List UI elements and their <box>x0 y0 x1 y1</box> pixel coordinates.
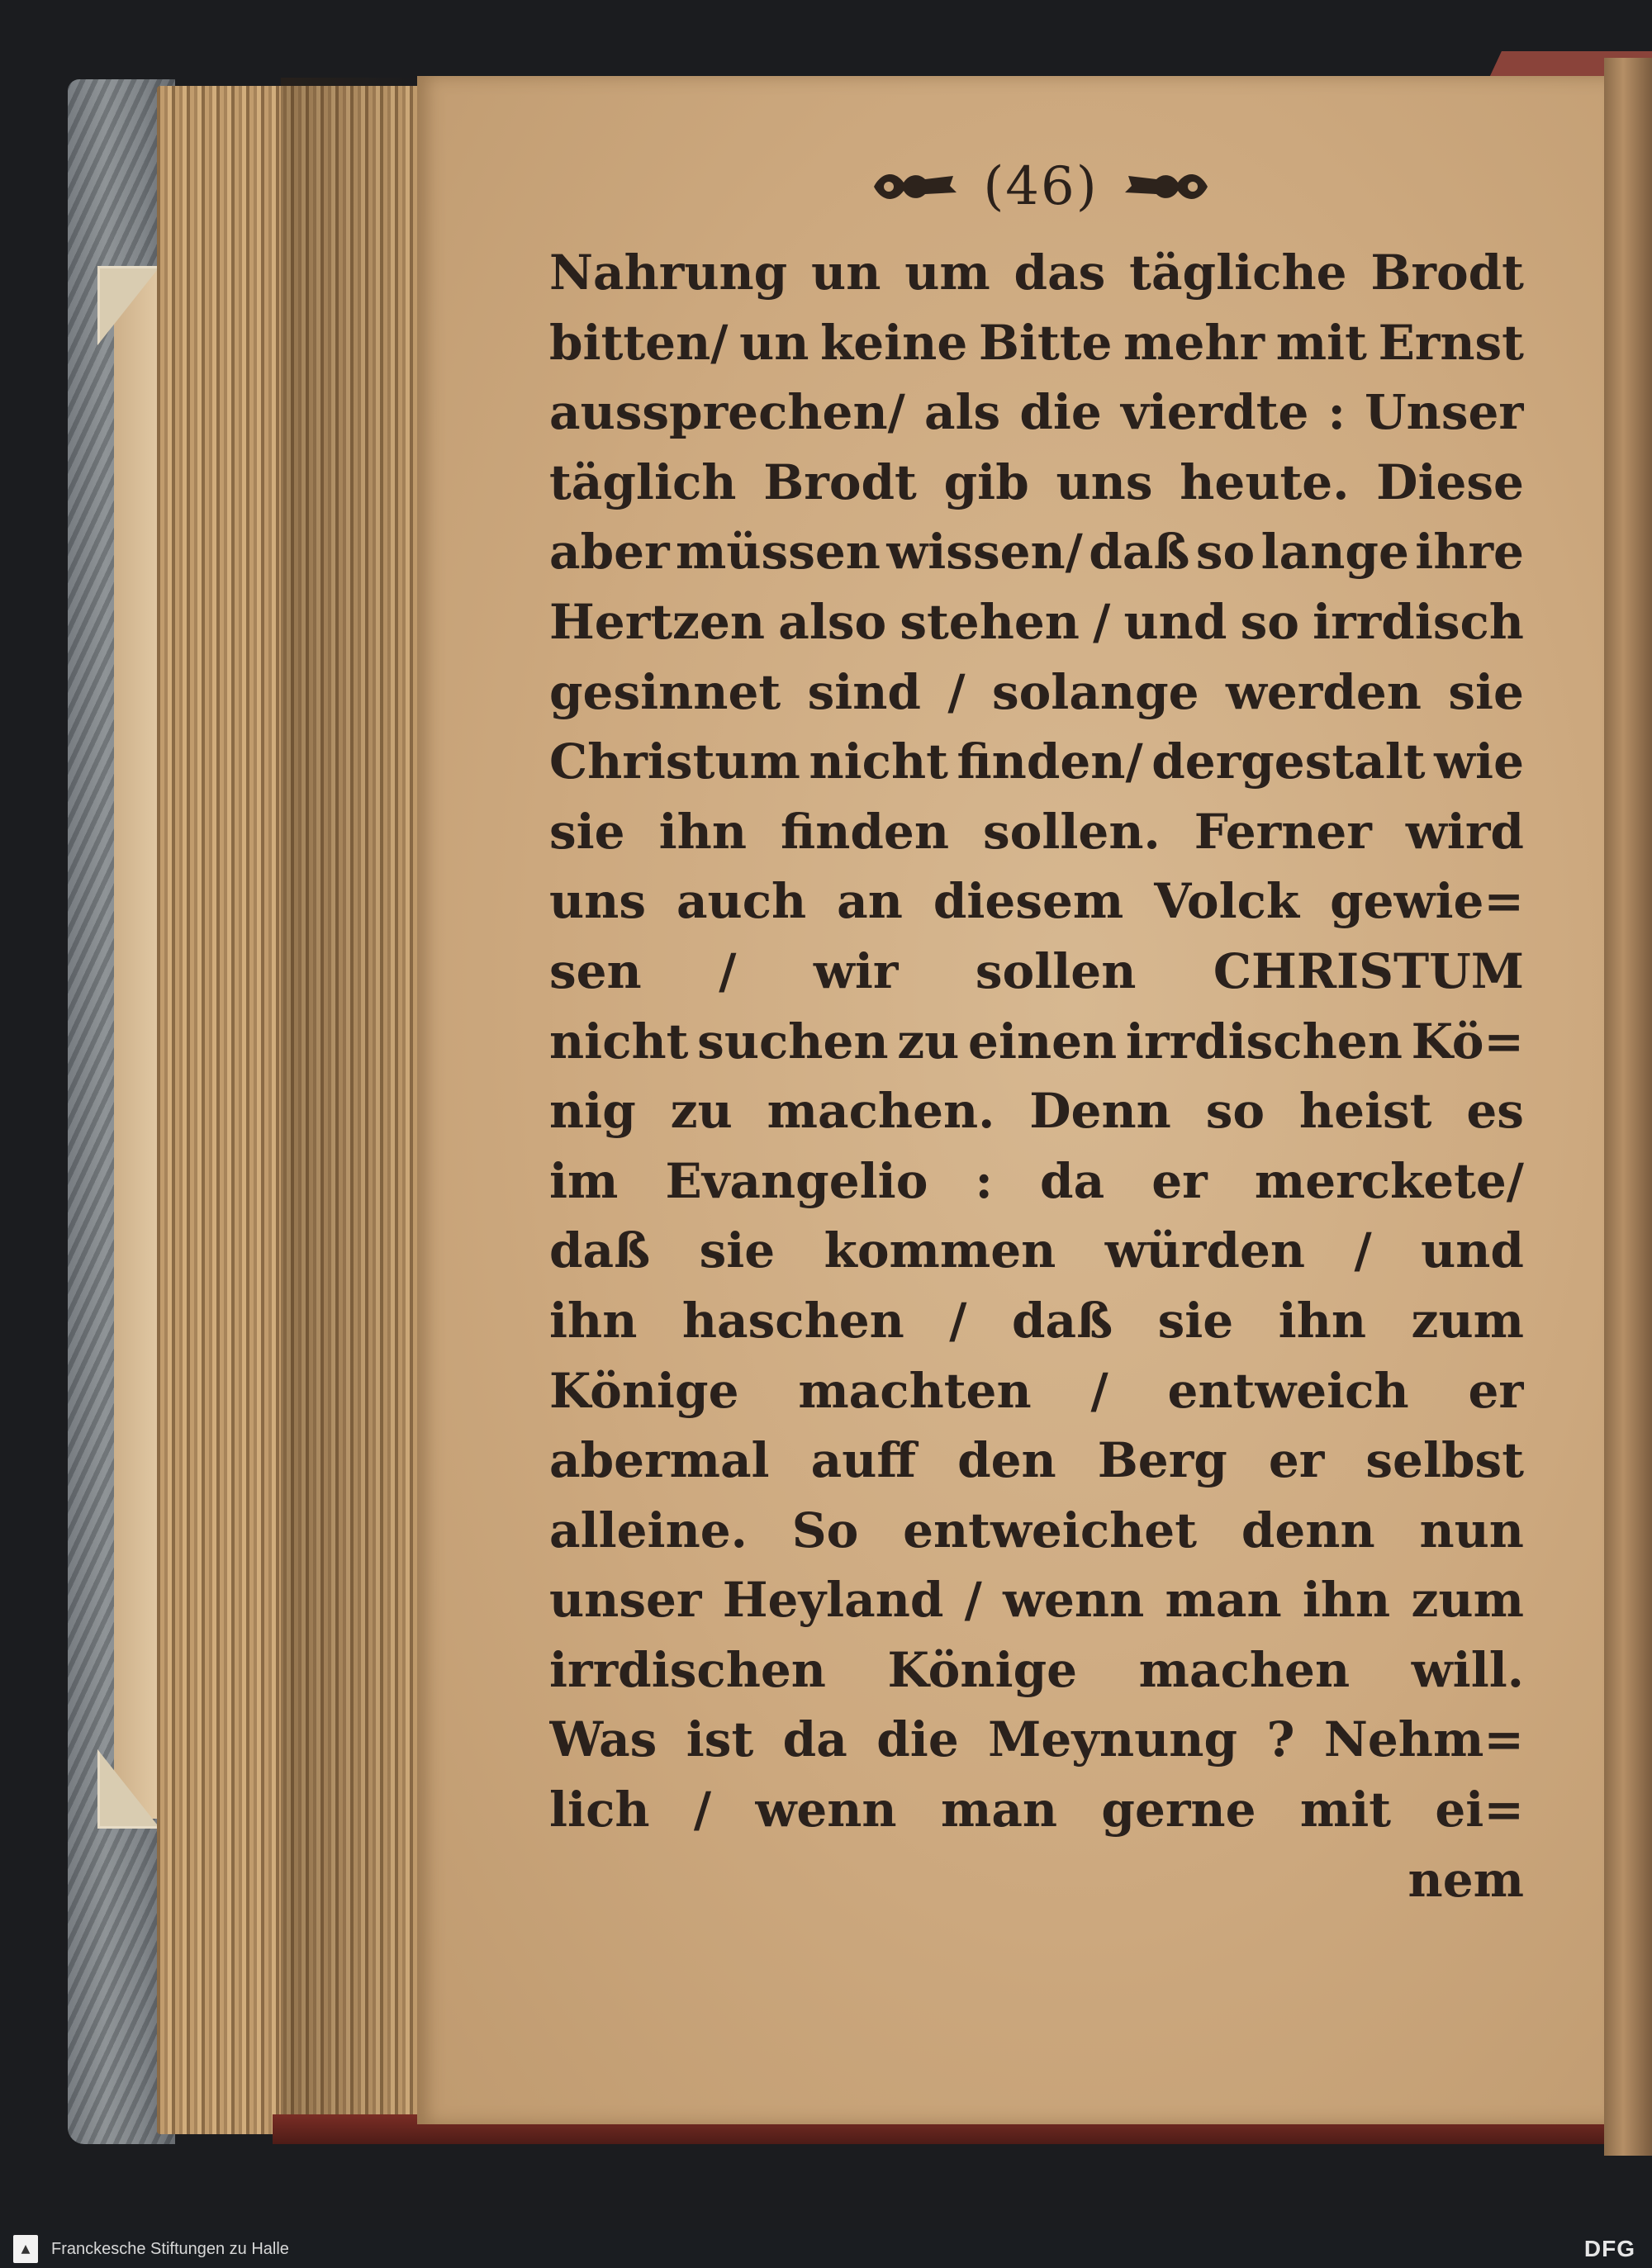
text-line-12: nicht suchen zu einen irrdischen Kö= <box>549 1013 1524 1070</box>
page-header <box>830 154 1251 220</box>
viewer-footer <box>0 2230 1652 2268</box>
page-edge-shadow <box>281 78 421 2142</box>
text-line-5: aber müssen wissen/ daß so lange ihre <box>549 524 1524 581</box>
catchword: nem <box>1408 1851 1524 1908</box>
text-line-3: aussprechen/ als die vierdte : Unser <box>549 384 1524 441</box>
dfg-logo[interactable]: DFG <box>1583 2236 1635 2261</box>
text-line-23: lich / wenn man gerne mit ei= <box>549 1782 1524 1839</box>
text-line-8: Christum nicht finden/ dergestalt wie <box>549 733 1524 790</box>
text-line-21: irrdischen Könige machen will. <box>549 1641 1524 1698</box>
text-line-18: abermal auff den Berg er selbst <box>549 1432 1524 1489</box>
page-number: (46) <box>983 156 1099 217</box>
ornament-right-icon <box>1120 168 1211 206</box>
text-line-7: gesinnet sind / solange werden sie <box>549 663 1524 720</box>
text-line-14: im Evangelio : da er merckete/ <box>549 1152 1524 1209</box>
text-line-6: Hertzen also stehen / und so irrdisch <box>549 593 1524 650</box>
text-line-10: uns auch an diesem Volck gewie= <box>549 873 1524 930</box>
text-line-9: sie ihn finden sollen. Ferner wird <box>549 803 1524 860</box>
institution-logo-icon[interactable]: ▲ <box>13 2235 38 2263</box>
flyleaf <box>114 266 157 1819</box>
page-gutter <box>1604 58 1652 2156</box>
text-line-22: Was ist da die Meynung ? Nehm= <box>549 1711 1524 1768</box>
text-line-19: alleine. So entweichet denn nun <box>549 1502 1524 1559</box>
text-line-20: unser Heyland / wenn man ihn zum <box>549 1572 1524 1629</box>
text-line-4: täglich Brodt gib uns heute. Diese <box>549 453 1524 510</box>
text-line-11: sen / wir sollen CHRISTUM <box>549 942 1524 999</box>
body-text <box>549 238 1524 1915</box>
text-line-17: Könige machten / entweich er <box>549 1362 1524 1419</box>
ornament-left-icon <box>871 168 961 206</box>
text-line-15: daß sie kommen würden / und <box>549 1222 1524 1279</box>
text-line-16: ihn haschen / daß sie ihn zum <box>549 1292 1524 1349</box>
text-line-1: Nahrung un um das tägliche Brodt <box>549 244 1524 301</box>
text-line-13: nig zu machen. Denn so heist es <box>549 1083 1524 1140</box>
institution-name[interactable]: Franckesche Stiftungen zu Halle <box>51 2239 289 2258</box>
text-line-2: bitten/ un keine Bitte mehr mit Ernst <box>549 314 1524 371</box>
